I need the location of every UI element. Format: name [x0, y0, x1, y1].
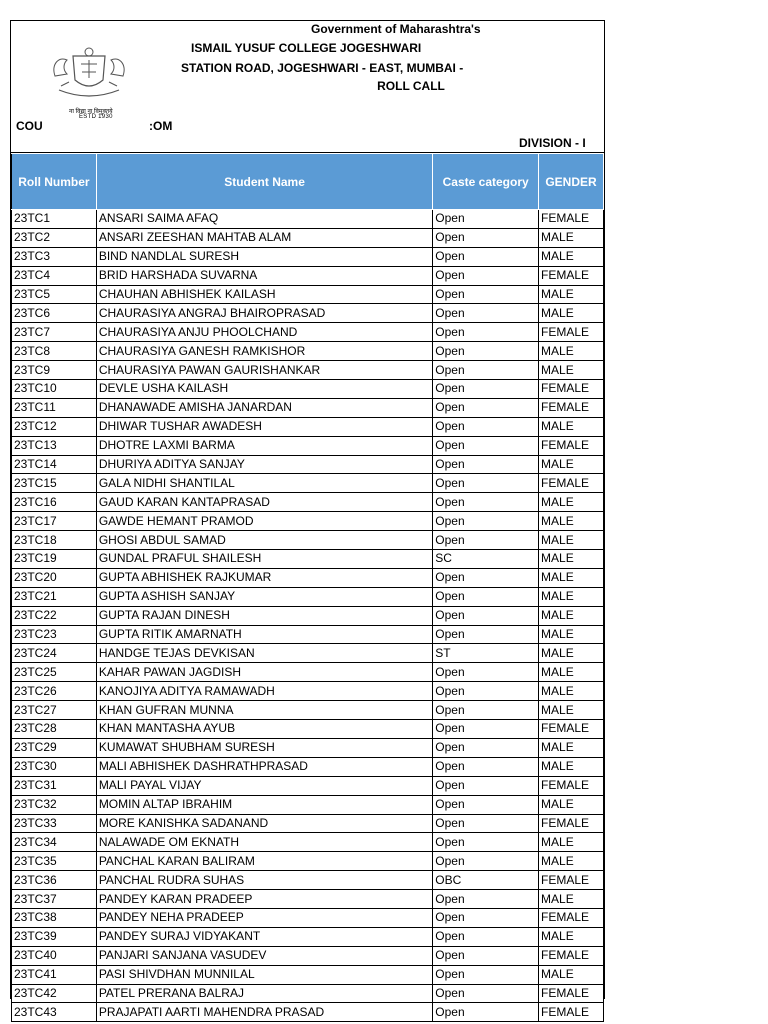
table-row [12, 323, 604, 342]
student-name-cell: ANSARI ZEESHAN MAHTAB ALAM [96, 228, 432, 247]
student-name-cell: DHIWAR TUSHAR AWADESH [96, 417, 432, 436]
roll-number-cell: 23TC22 [12, 606, 97, 625]
student-name-cell: CHAURASIYA GANESH RAMKISHOR [96, 342, 432, 361]
gender-cell: MALE [539, 512, 604, 531]
table-row [12, 625, 604, 644]
roll-number-cell: 23TC29 [12, 738, 97, 757]
roll-number-cell: 23TC43 [12, 1003, 97, 1022]
table-row [12, 361, 604, 380]
gender-cell: MALE [539, 795, 604, 814]
roll-number-cell: 23TC26 [12, 682, 97, 701]
gender-cell: MALE [539, 228, 604, 247]
student-name-cell: PASI SHIVDHAN MUNNILAL [96, 965, 432, 984]
roll-number-cell: 23TC33 [12, 814, 97, 833]
table-row [12, 512, 604, 531]
caste-category-cell: Open [433, 455, 539, 474]
gender-cell: MALE [539, 247, 604, 266]
caste-category-cell: Open [433, 512, 539, 531]
caste-category-cell: Open [433, 946, 539, 965]
roll-number-cell: 23TC20 [12, 568, 97, 587]
gender-cell: MALE [539, 757, 604, 776]
gender-cell: FEMALE [539, 266, 604, 285]
roll-number-cell: 23TC12 [12, 417, 97, 436]
caste-category-cell: Open [433, 228, 539, 247]
roll-number-cell: 23TC7 [12, 323, 97, 342]
student-name-cell: KANOJIYA ADITYA RAMAWADH [96, 682, 432, 701]
roll-number-cell: 23TC42 [12, 984, 97, 1003]
roll-number-cell: 23TC6 [12, 304, 97, 323]
gender-cell: FEMALE [539, 814, 604, 833]
table-row [12, 946, 604, 965]
caste-category-cell: Open [433, 625, 539, 644]
gender-cell: MALE [539, 833, 604, 852]
roll-number-cell: 23TC27 [12, 701, 97, 720]
gender-cell: FEMALE [539, 474, 604, 493]
roll-number-cell: 23TC21 [12, 587, 97, 606]
student-name-cell: PANCHAL RUDRA SUHAS [96, 871, 432, 890]
caste-category-cell: Open [433, 795, 539, 814]
student-name-cell: HANDGE TEJAS DEVKISAN [96, 644, 432, 663]
gender-cell: MALE [539, 965, 604, 984]
gender-cell: FEMALE [539, 210, 604, 229]
roll-number-cell: 23TC4 [12, 266, 97, 285]
gender-cell: MALE [539, 417, 604, 436]
table-row [12, 644, 604, 663]
gender-cell: MALE [539, 361, 604, 380]
caste-category-cell: Open [433, 965, 539, 984]
table-row [12, 342, 604, 361]
table-row [12, 285, 604, 304]
table-row [12, 531, 604, 550]
roll-number-cell: 23TC15 [12, 474, 97, 493]
roll-number-cell: 23TC2 [12, 228, 97, 247]
caste-category-cell: Open [433, 587, 539, 606]
gender-cell: MALE [539, 682, 604, 701]
student-name-cell: DHURIYA ADITYA SANJAY [96, 455, 432, 474]
caste-category-cell: Open [433, 1003, 539, 1022]
student-name-cell: KUMAWAT SHUBHAM SURESH [96, 738, 432, 757]
gender-cell: FEMALE [539, 436, 604, 455]
roll-number-cell: 23TC35 [12, 852, 97, 871]
gender-cell: FEMALE [539, 776, 604, 795]
caste-category-cell: Open [433, 285, 539, 304]
gender-cell: MALE [539, 285, 604, 304]
student-name-cell: GUNDAL PRAFUL SHAILESH [96, 550, 432, 569]
gender-cell: FEMALE [539, 871, 604, 890]
gender-cell: MALE [539, 550, 604, 569]
table-row [12, 417, 604, 436]
roll-number-cell: 23TC30 [12, 757, 97, 776]
table-row [12, 587, 604, 606]
caste-category-cell: Open [433, 833, 539, 852]
gender-cell: MALE [539, 493, 604, 512]
table-row [12, 833, 604, 852]
table-row [12, 210, 604, 229]
course-label-tail: :OM [149, 119, 173, 133]
student-name-cell: ANSARI SAIMA AFAQ [96, 210, 432, 229]
table-row [12, 568, 604, 587]
student-name-cell: KHAN GUFRAN MUNNA [96, 701, 432, 720]
roll-call-table [11, 153, 604, 1022]
table-row [12, 682, 604, 701]
student-name-cell: PANJARI SANJANA VASUDEV [96, 946, 432, 965]
student-name-cell: CHAUHAN ABHISHEK KAILASH [96, 285, 432, 304]
caste-category-cell: Open [433, 493, 539, 512]
table-row [12, 550, 604, 569]
student-name-cell: MORE KANISHKA SADANAND [96, 814, 432, 833]
student-name-cell: GUPTA RITIK AMARNATH [96, 625, 432, 644]
roll-number-cell: 23TC19 [12, 550, 97, 569]
student-name-cell: GUPTA RAJAN DINESH [96, 606, 432, 625]
roll-number-cell: 23TC38 [12, 908, 97, 927]
logo-estd: ESTD 1930 [79, 114, 113, 120]
table-row [12, 228, 604, 247]
caste-category-cell: Open [433, 398, 539, 417]
gender-cell: MALE [539, 644, 604, 663]
gender-cell: MALE [539, 606, 604, 625]
gender-cell: FEMALE [539, 984, 604, 1003]
table-row [12, 965, 604, 984]
caste-category-cell: Open [433, 663, 539, 682]
caste-category-cell: Open [433, 304, 539, 323]
caste-category-cell: Open [433, 266, 539, 285]
table-row [12, 398, 604, 417]
roll-call-sheet [10, 20, 605, 1019]
student-name-cell: GUPTA ABHISHEK RAJKUMAR [96, 568, 432, 587]
gender-cell: MALE [539, 587, 604, 606]
student-name-cell: NALAWADE OM EKNATH [96, 833, 432, 852]
table-row [12, 757, 604, 776]
caste-category-cell: Open [433, 436, 539, 455]
caste-category-cell: Open [433, 984, 539, 1003]
roll-number-cell: 23TC17 [12, 512, 97, 531]
gender-cell: MALE [539, 663, 604, 682]
column-header-roll-number: Roll Number [12, 154, 97, 210]
caste-category-cell: Open [433, 927, 539, 946]
roll-number-cell: 23TC36 [12, 871, 97, 890]
roll-number-cell: 23TC37 [12, 890, 97, 909]
table-row [12, 776, 604, 795]
column-header-gender: GENDER [539, 154, 604, 210]
student-name-cell: BIND NANDLAL SURESH [96, 247, 432, 266]
student-name-cell: PATEL PRERANA BALRAJ [96, 984, 432, 1003]
gender-cell: MALE [539, 625, 604, 644]
gender-cell: MALE [539, 455, 604, 474]
student-name-cell: PRAJAPATI AARTI MAHENDRA PRASAD [96, 1003, 432, 1022]
student-name-cell: MALI PAYAL VIJAY [96, 776, 432, 795]
table-row [12, 606, 604, 625]
caste-category-cell: Open [433, 247, 539, 266]
caste-category-cell: Open [433, 852, 539, 871]
roll-number-cell: 23TC40 [12, 946, 97, 965]
table-row [12, 266, 604, 285]
caste-category-cell: Open [433, 531, 539, 550]
division-label: DIVISION - I [519, 136, 586, 150]
table-row [12, 436, 604, 455]
roll-number-cell: 23TC1 [12, 210, 97, 229]
caste-category-cell: Open [433, 682, 539, 701]
caste-category-cell: Open [433, 757, 539, 776]
caste-category-cell: Open [433, 342, 539, 361]
table-row [12, 720, 604, 739]
gender-cell: MALE [539, 890, 604, 909]
gender-cell: MALE [539, 568, 604, 587]
gender-cell: MALE [539, 738, 604, 757]
table-row [12, 852, 604, 871]
caste-category-cell: Open [433, 814, 539, 833]
table-row [12, 1003, 604, 1022]
caste-category-cell: Open [433, 380, 539, 399]
table-row [12, 455, 604, 474]
roll-number-cell: 23TC39 [12, 927, 97, 946]
roll-number-cell: 23TC16 [12, 493, 97, 512]
table-row [12, 304, 604, 323]
roll-number-cell: 23TC8 [12, 342, 97, 361]
student-name-cell: GAWDE HEMANT PRAMOD [96, 512, 432, 531]
caste-category-cell: OBC [433, 871, 539, 890]
college-address: STATION ROAD, JOGESHWARI - EAST, MUMBAI - [181, 61, 464, 75]
student-name-cell: CHAURASIYA ANJU PHOOLCHAND [96, 323, 432, 342]
roll-number-cell: 23TC25 [12, 663, 97, 682]
student-name-cell: GHOSI ABDUL SAMAD [96, 531, 432, 550]
student-name-cell: PANDEY KARAN PRADEEP [96, 890, 432, 909]
student-name-cell: MALI ABHISHEK DASHRATHPRASAD [96, 757, 432, 776]
caste-category-cell: SC [433, 550, 539, 569]
caste-category-cell: Open [433, 323, 539, 342]
student-name-cell: GUPTA ASHISH SANJAY [96, 587, 432, 606]
table-row [12, 663, 604, 682]
gender-cell: FEMALE [539, 720, 604, 739]
student-name-cell: DEVLE USHA KAILASH [96, 380, 432, 399]
roll-number-cell: 23TC14 [12, 455, 97, 474]
gender-cell: FEMALE [539, 380, 604, 399]
caste-category-cell: Open [433, 776, 539, 795]
student-name-cell: CHAURASIYA ANGRAJ BHAIROPRASAD [96, 304, 432, 323]
student-name-cell: DHANAWADE AMISHA JANARDAN [96, 398, 432, 417]
caste-category-cell: Open [433, 720, 539, 739]
logo-motto: ना विद्या ना विमुक्तये [69, 109, 113, 115]
roll-number-cell: 23TC18 [12, 531, 97, 550]
roll-number-cell: 23TC9 [12, 361, 97, 380]
roll-number-cell: 23TC41 [12, 965, 97, 984]
roll-number-cell: 23TC28 [12, 720, 97, 739]
roll-number-cell: 23TC3 [12, 247, 97, 266]
table-row [12, 871, 604, 890]
roll-number-cell: 23TC34 [12, 833, 97, 852]
caste-category-cell: Open [433, 210, 539, 229]
roll-number-cell: 23TC23 [12, 625, 97, 644]
table-row [12, 247, 604, 266]
caste-category-cell: Open [433, 701, 539, 720]
student-name-cell: CHAURASIYA PAWAN GAURISHANKAR [96, 361, 432, 380]
gender-cell: MALE [539, 927, 604, 946]
student-name-cell: GAUD KARAN KANTAPRASAD [96, 493, 432, 512]
caste-category-cell: Open [433, 417, 539, 436]
student-name-cell: GALA NIDHI SHANTILAL [96, 474, 432, 493]
student-name-cell: BRID HARSHADA SUVARNA [96, 266, 432, 285]
student-name-cell: KAHAR PAWAN JAGDISH [96, 663, 432, 682]
table-row [12, 890, 604, 909]
college-name: ISMAIL YUSUF COLLEGE JOGESHWARI [191, 41, 422, 55]
gender-cell: FEMALE [539, 1003, 604, 1022]
roll-number-cell: 23TC10 [12, 380, 97, 399]
student-name-cell: PANDEY NEHA PRADEEP [96, 908, 432, 927]
column-header-student-name: Student Name [96, 154, 432, 210]
gender-cell: MALE [539, 531, 604, 550]
caste-category-cell: Open [433, 474, 539, 493]
student-name-cell: PANCHAL KARAN BALIRAM [96, 852, 432, 871]
student-name-cell: KHAN MANTASHA AYUB [96, 720, 432, 739]
roll-number-cell: 23TC11 [12, 398, 97, 417]
gender-cell: MALE [539, 304, 604, 323]
table-row [12, 380, 604, 399]
table-row [12, 984, 604, 1003]
roll-number-cell: 23TC13 [12, 436, 97, 455]
table-row [12, 927, 604, 946]
table-row [12, 795, 604, 814]
table-row [12, 474, 604, 493]
roll-number-cell: 23TC24 [12, 644, 97, 663]
column-header-caste-category: Caste category [433, 154, 539, 210]
table-row [12, 814, 604, 833]
table-row [12, 493, 604, 512]
table-header-row [12, 154, 604, 210]
gender-cell: FEMALE [539, 398, 604, 417]
gender-cell: FEMALE [539, 323, 604, 342]
gender-cell: MALE [539, 342, 604, 361]
gender-cell: MALE [539, 852, 604, 871]
caste-category-cell: Open [433, 890, 539, 909]
roll-number-cell: 23TC31 [12, 776, 97, 795]
roll-number-cell: 23TC5 [12, 285, 97, 304]
table-row [12, 738, 604, 757]
college-logo [49, 46, 129, 106]
caste-category-cell: Open [433, 568, 539, 587]
table-row [12, 701, 604, 720]
gender-cell: FEMALE [539, 946, 604, 965]
caste-category-cell: Open [433, 606, 539, 625]
gender-cell: FEMALE [539, 908, 604, 927]
caste-category-cell: Open [433, 738, 539, 757]
course-label: COU [16, 119, 43, 133]
table-row [12, 908, 604, 927]
student-name-cell: PANDEY SURAJ VIDYAKANT [96, 927, 432, 946]
caste-category-cell: ST [433, 644, 539, 663]
caste-category-cell: Open [433, 361, 539, 380]
student-name-cell: DHOTRE LAXMI BARMA [96, 436, 432, 455]
student-name-cell: MOMIN ALTAP IBRAHIM [96, 795, 432, 814]
roll-number-cell: 23TC32 [12, 795, 97, 814]
caste-category-cell: Open [433, 908, 539, 927]
gender-cell: MALE [539, 701, 604, 720]
document-title: ROLL CALL [377, 79, 445, 93]
government-line: Government of Maharashtra's [311, 22, 481, 36]
